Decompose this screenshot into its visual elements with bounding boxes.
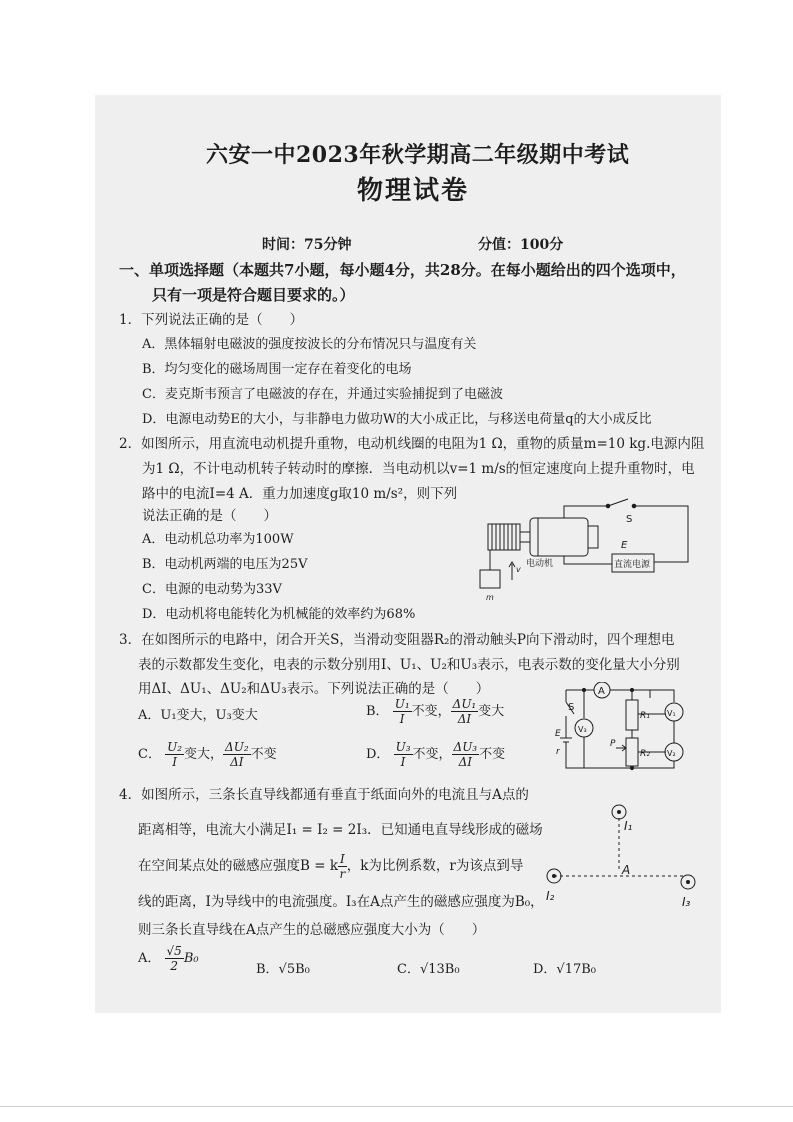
q3-stem-line2: 表的示数都发生变化，电表的示数分别用I、U₁、U₂和U₃表示，电表示数的变化量大小分别 bbox=[138, 657, 680, 673]
i1-label: I₁ bbox=[624, 819, 633, 833]
denominator: r bbox=[339, 867, 346, 881]
switch-label: S bbox=[568, 702, 575, 713]
numerator: √5 bbox=[166, 944, 182, 958]
motor-circuit-figure bbox=[478, 496, 693, 606]
exam-time: 时间：75分钟 bbox=[262, 237, 352, 253]
v3-label: V₃ bbox=[578, 725, 587, 734]
q3-b-label: B． bbox=[366, 704, 389, 719]
q3-b-end: 变大 bbox=[478, 704, 505, 719]
section-heading-cont: 只有一项是符合题目要求的。） bbox=[152, 286, 355, 304]
dc-source-label: 直流电源 bbox=[614, 560, 651, 570]
q2-option-d: D．电动机将电能转化为机械能的效率约为68% bbox=[142, 607, 416, 622]
q2-stem-line3: 路中的电流I=4 A．重力加速度g取10 m/s²，则下列 bbox=[142, 486, 458, 502]
denominator: ΔI bbox=[230, 755, 244, 769]
motor-body bbox=[530, 518, 588, 556]
q2-stem-line4: 说法正确的是（ ） bbox=[142, 508, 277, 524]
fraction bbox=[165, 944, 184, 973]
numerator: I bbox=[340, 852, 345, 866]
switch-label: S bbox=[626, 514, 633, 525]
emf-label: E bbox=[621, 540, 628, 551]
numerator: ΔU₃ bbox=[453, 740, 478, 754]
numerator: ΔU₁ bbox=[452, 697, 477, 711]
v2-label: V₂ bbox=[667, 749, 676, 758]
q2-option-b: B．电动机两端的电压为25V bbox=[142, 557, 308, 572]
q4-option-c: C．√13B₀ bbox=[397, 962, 460, 977]
exam-subtitle: 物理试卷 bbox=[357, 176, 470, 206]
fraction bbox=[451, 697, 479, 726]
q3-option-d bbox=[366, 740, 505, 769]
resistor-r2 bbox=[626, 738, 638, 766]
section-heading: 一、单项选择题（本题共7小题，每小题4分，共28分。在每小题给出的四个选项中， bbox=[119, 261, 686, 279]
fraction bbox=[394, 740, 413, 769]
ammeter-label: A bbox=[598, 686, 605, 697]
denominator: 2 bbox=[170, 959, 178, 973]
q2-stem-line2: 为1 Ω，不计电动机转子转动时的摩擦．当电动机以v=1 m/s的恒定速度向上提升重物时，电 bbox=[142, 461, 695, 477]
q4-option-d: D．√17B₀ bbox=[533, 962, 597, 977]
q4-stem-line5: 则三条长直导线在A点产生的总磁感应强度大小为（ ） bbox=[138, 922, 486, 938]
q3-b-mid: 不变， bbox=[411, 704, 451, 719]
denominator: ΔI bbox=[457, 712, 472, 726]
i2-label: I₂ bbox=[546, 889, 555, 903]
q4-formula-lead: 在空间某点处的磁感应强度B = k bbox=[138, 858, 338, 874]
q1-option-d: D．电源电动势E的大小，与非静电力做功W的大小成正比，与移送电荷量q的大小成反比 bbox=[142, 412, 652, 427]
exam-score: 分值：100分 bbox=[478, 237, 564, 253]
q3-c-mid: 变大， bbox=[184, 747, 224, 762]
e-label: E bbox=[555, 729, 561, 739]
q3-stem-line3: 用ΔI、ΔU₁、ΔU₂和ΔU₃表示。下列说法正确的是（ ） bbox=[138, 681, 490, 697]
q4-option-b: B．√5B₀ bbox=[256, 962, 310, 977]
q4-option-a bbox=[138, 944, 199, 973]
page-bottom-rule bbox=[0, 1106, 793, 1107]
numerator: ΔU₂ bbox=[225, 740, 249, 754]
three-wires-figure bbox=[536, 796, 706, 914]
r1-label: R₁ bbox=[640, 711, 650, 721]
denominator: I bbox=[400, 755, 406, 769]
denominator: I bbox=[399, 712, 405, 726]
q2-option-c: C．电源的电动势为33V bbox=[142, 582, 282, 597]
q3-option-c bbox=[138, 740, 277, 769]
q4-stem-line3 bbox=[138, 852, 523, 881]
r-label: r bbox=[556, 747, 560, 757]
mass-label: m bbox=[486, 593, 494, 602]
q3-d-mid: 不变， bbox=[412, 747, 452, 762]
switch-blade bbox=[608, 499, 628, 506]
q3-stem-line1: 3．在如图所示的电路中，闭合开关S，当滑动变阻器R₂的滑动触头P向下滑动时，四个理想电 bbox=[119, 632, 675, 648]
point-a-label: A bbox=[622, 863, 631, 877]
q4-a-label: A． bbox=[138, 951, 161, 966]
q3-option-b bbox=[366, 697, 504, 726]
numerator: U₃ bbox=[395, 740, 411, 754]
q1-stem: 1．下列说法正确的是（ ） bbox=[119, 312, 304, 328]
fraction bbox=[452, 740, 480, 769]
q1-option-a: A．黑体辐射电磁波的强度按波长的分布情况只与温度有关 bbox=[142, 337, 477, 352]
q4-stem-line2: 距离相等，电流大小满足I₁ = I₂ = 2I₃．已知通电直导线形成的磁场 bbox=[138, 822, 543, 838]
q4-a-unit: B₀ bbox=[183, 951, 199, 966]
p-label: P bbox=[610, 739, 616, 749]
q3-d-end: 不变 bbox=[479, 747, 506, 762]
velocity-label: v bbox=[516, 565, 521, 574]
exam-title: 六安一中2023年秋学期高二年级期中考试 bbox=[206, 142, 630, 168]
fraction bbox=[223, 740, 251, 769]
q3-option-a: A．U₁变大，U₃变大 bbox=[138, 708, 258, 723]
fraction bbox=[165, 740, 184, 769]
q3-c-label: C． bbox=[138, 747, 161, 762]
r2-label: R₂ bbox=[640, 749, 650, 759]
q4-stem-line1: 4．如图所示，三条长直导线都通有垂直于纸面向外的电流且与A点的 bbox=[119, 787, 529, 803]
q4-stem-line4: 线的距离，I为导线中的电流强度。I₃在A点产生的磁感应强度为B₀， bbox=[138, 894, 544, 910]
q1-option-b: B．均匀变化的磁场周围一定存在着变化的电场 bbox=[142, 362, 412, 377]
numerator: U₂ bbox=[167, 740, 183, 754]
i3-label: I₃ bbox=[682, 895, 691, 909]
motor-label: 电动机 bbox=[526, 559, 554, 569]
q2-stem-line1: 2．如图所示，用直流电动机提升重物，电动机线圈的电阻为1 Ω，重物的质量m=10 kg.电源内阻 bbox=[119, 436, 705, 452]
v1-label: V₁ bbox=[667, 709, 676, 718]
fraction bbox=[338, 852, 347, 881]
denominator: I bbox=[172, 755, 177, 769]
denominator: ΔI bbox=[458, 755, 473, 769]
q2-option-a: A．电动机总功率为100W bbox=[142, 532, 294, 547]
meter-circuit-figure bbox=[554, 682, 696, 774]
numerator: U₁ bbox=[394, 697, 410, 711]
q3-c-end: 不变 bbox=[250, 747, 277, 762]
q1-option-c: C．麦克斯韦预言了电磁波的存在，并通过实验捕捉到了电磁波 bbox=[142, 387, 503, 402]
resistor-r1 bbox=[626, 700, 638, 730]
q4-formula-tail: ，k为比例系数，r为该点到导 bbox=[346, 858, 524, 874]
q3-d-label: D． bbox=[366, 747, 390, 762]
mass-block bbox=[480, 570, 500, 588]
fraction bbox=[393, 697, 412, 726]
